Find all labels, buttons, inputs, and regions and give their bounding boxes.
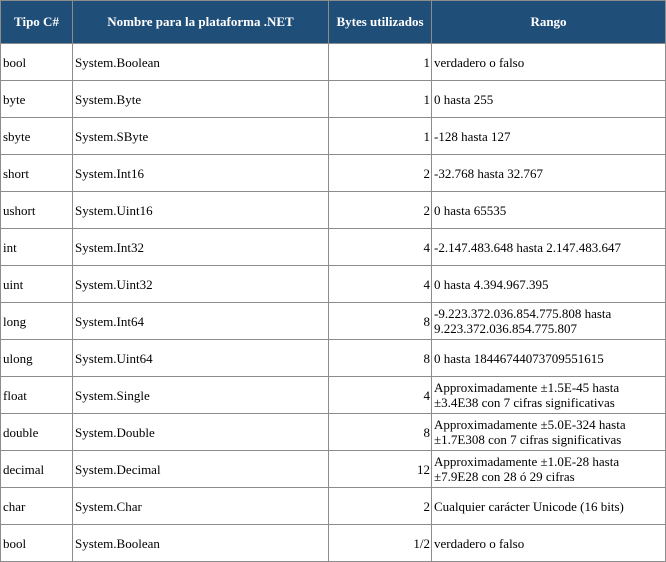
header-row (1, 1, 666, 44)
table-row (1, 451, 666, 488)
cell-bytes: 1 (329, 118, 432, 155)
cell-bytes: 2 (329, 488, 432, 525)
header-nombre: Nombre para la plataforma .NET (73, 1, 329, 44)
table-row (1, 488, 666, 525)
cell-bytes: 8 (329, 340, 432, 377)
cell-nombre: System.Byte (73, 81, 329, 118)
cell-tipo: bool (1, 44, 73, 81)
cell-tipo: int (1, 229, 73, 266)
cell-tipo: float (1, 377, 73, 414)
cell-tipo: uint (1, 266, 73, 303)
cell-rango: verdadero o falso (432, 44, 666, 81)
cell-nombre: System.SByte (73, 118, 329, 155)
cell-nombre: System.Int16 (73, 155, 329, 192)
cell-nombre: System.Single (73, 377, 329, 414)
cell-rango: Approximadamente ±5.0E-324 hasta ±1.7E308 con 7 cifras significativas (432, 414, 666, 451)
cell-bytes: 2 (329, 155, 432, 192)
table-row (1, 155, 666, 192)
table-row (1, 525, 666, 562)
table-row (1, 118, 666, 155)
cell-nombre: System.Uint64 (73, 340, 329, 377)
cell-tipo: double (1, 414, 73, 451)
cell-bytes: 8 (329, 414, 432, 451)
cell-rango: -9.223.372.036.854.775.808 hasta 9.223.372.036.854.775.807 (432, 303, 666, 340)
cell-nombre: System.Int32 (73, 229, 329, 266)
cell-nombre: System.Int64 (73, 303, 329, 340)
table-row (1, 340, 666, 377)
cell-bytes: 2 (329, 192, 432, 229)
cell-rango: 0 hasta 255 (432, 81, 666, 118)
cell-nombre: System.Boolean (73, 525, 329, 562)
table-row (1, 44, 666, 81)
table-row (1, 266, 666, 303)
table-row (1, 377, 666, 414)
cell-tipo: char (1, 488, 73, 525)
cell-bytes: 1 (329, 81, 432, 118)
cell-nombre: System.Boolean (73, 44, 329, 81)
cell-rango: Approximadamente ±1.0E-28 hasta ±7.9E28 con 28 ó 29 cifras (432, 451, 666, 488)
cell-tipo: byte (1, 81, 73, 118)
cell-rango: -32.768 hasta 32.767 (432, 155, 666, 192)
header-bytes: Bytes utilizados (329, 1, 432, 44)
table-row (1, 81, 666, 118)
cell-tipo: long (1, 303, 73, 340)
cell-rango: 0 hasta 4.394.967.395 (432, 266, 666, 303)
table-row (1, 229, 666, 266)
cell-bytes: 1/2 (329, 525, 432, 562)
cell-nombre: System.Decimal (73, 451, 329, 488)
cell-rango: -128 hasta 127 (432, 118, 666, 155)
cell-rango: Approximadamente ±1.5E-45 hasta ±3.4E38 con 7 cifras significativas (432, 377, 666, 414)
cell-tipo: sbyte (1, 118, 73, 155)
cell-bytes: 8 (329, 303, 432, 340)
table-body (1, 44, 666, 562)
header-tipo: Tipo C# (1, 1, 73, 44)
cell-nombre: System.Uint32 (73, 266, 329, 303)
cell-tipo: ulong (1, 340, 73, 377)
cell-tipo: ushort (1, 192, 73, 229)
cell-rango: Cualquier carácter Unicode (16 bits) (432, 488, 666, 525)
cell-rango: -2.147.483.648 hasta 2.147.483.647 (432, 229, 666, 266)
table-row (1, 303, 666, 340)
cell-bytes: 4 (329, 229, 432, 266)
cell-rango: 0 hasta 18446744073709551615 (432, 340, 666, 377)
cell-nombre: System.Double (73, 414, 329, 451)
cell-nombre: System.Uint16 (73, 192, 329, 229)
cell-tipo: decimal (1, 451, 73, 488)
cell-tipo: bool (1, 525, 73, 562)
table-row (1, 414, 666, 451)
header-rango: Rango (432, 1, 666, 44)
cell-bytes: 12 (329, 451, 432, 488)
cell-nombre: System.Char (73, 488, 329, 525)
cell-bytes: 1 (329, 44, 432, 81)
cell-rango: 0 hasta 65535 (432, 192, 666, 229)
cell-tipo: short (1, 155, 73, 192)
cell-bytes: 4 (329, 266, 432, 303)
table-row (1, 192, 666, 229)
cell-rango: verdadero o falso (432, 525, 666, 562)
cell-bytes: 4 (329, 377, 432, 414)
